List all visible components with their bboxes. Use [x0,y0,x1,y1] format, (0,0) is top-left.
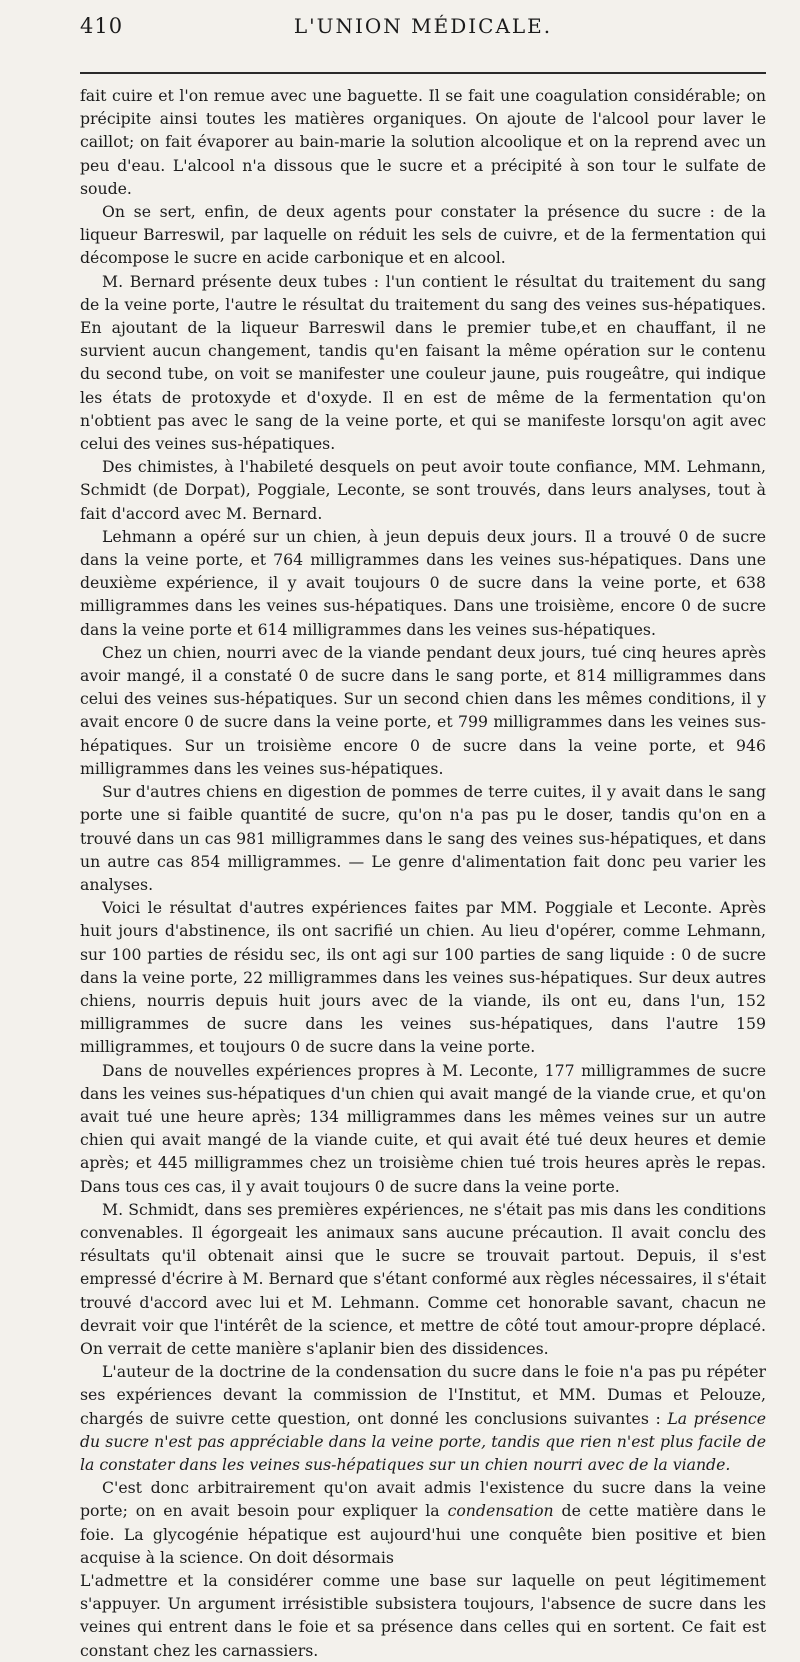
header-rule [80,72,766,74]
paragraph: Des chimistes, à l'habileté desquels on peut avoir toute confiance, MM. Lehmann, Schmidt (de Dorpat), Poggiale, Leconte, se sont trouvés, dans leurs analyses, tout à fait d'accord avec M. Bernard. [80,457,766,523]
paragraph-text: C'est donc arbitrairement qu'on avait admis l'existence du sucre dans la veine porte; on en avait besoin pour expliquer la [80,1478,766,1521]
paragraph: M. Bernard présente deux tubes : l'un contient le résultat du traitement du sang de la veine porte, l'autre le résultat du traitement du sang des veines sus-hépatiques. En ajoutant de la liqueur Barreswil dans le premier tube,et en chauffant, il ne survient aucun changement, tandis qu'en faisant la même opération sur le contenu du second tube, on voit se manifester une couleur jaune, puis rougeâtre, qui indique les états de protoxyde et d'oxyde. Il en est de même de la fermentation qu'on n'obtient pas avec le sang de la veine porte, et qui se manifeste lorsqu'on agit avec celui des veines sus-hépatiques. [80,271,766,454]
paragraph-text: L'auteur de la doctrine de la condensation du sucre dans le foie n'a pas pu répéter ses expériences devant la commission de l'Institut, et MM. Dumas et Pelouze, chargés de suivre cette question, ont donné les conclusions suivantes : [80,1362,766,1428]
paragraph-text: de cette matière dans le foie. La glycogénie hépatique est aujourd'hui une conquête bien positive et bien acquise à la science. On doit désormais [80,1501,766,1567]
paragraph-mixed [80,1476,766,1569]
running-title: L'UNION MÉDICALE. [293,14,553,38]
article-body [80,84,766,1662]
paragraph: Voici le résultat d'autres expériences faites par MM. Poggiale et Leconte. Après huit jours d'abstinence, ils ont sacrifié un chien. Au lieu d'opérer, comme Lehmann, sur 100 parties de résidu sec, ils ont agi sur 100 parties de sang liquide : 0 de sucre dans la veine porte, 22 milligrammes dans les veines sus-hépatiques. Sur deux autres chiens, nourris depuis huit jours avec de la viande, ils ont eu, dans l'un, 152 milligrammes de sucre dans les veines sus-hépatiques, dans l'autre 159 milligrammes, et toujours 0 de sucre dans la veine porte. [80,898,766,1057]
paragraph: Dans de nouvelles expériences propres à M. Leconte, 177 milligrammes de sucre dans les veines sus-hépatiques d'un chien qui avait mangé de la viande crue, et qu'on avait tué une heure après; 134 milligrammes dans les mêmes veines sur un autre chien qui avait mangé de la viande cuite, et qui avait été tué deux heures et demie après; et 445 milligrammes chez un troisième chien tué trois heures après le repas. Dans tous ces cas, il y avait toujours 0 de sucre dans la veine porte. [80,1060,766,1196]
paragraph: L'admettre et la considérer comme une base sur laquelle on peut légitimement s'appuyer. Un argument irrésistible subsistera toujours, l'absence de sucre dans les veines qui entrent dans le foie et sa présence dans celles qui en sortent. Ce fait est constant chez les carnassiers. [80,1571,766,1660]
paragraph: fait cuire et l'on remue avec une baguette. Il se fait une coagulation considérable; on précipite ainsi toutes les matières organiques. On ajoute de l'alcool pour laver le caillot; on fait évaporer au bain-marie la solution alcoolique et on la reprend avec un peu d'eau. L'alcool n'a dissous que le sucre et a précipité à son tour le sulfate de soude. [80,86,766,198]
paragraph: Lehmann a opéré sur un chien, à jeun depuis deux jours. Il a trouvé 0 de sucre dans la veine porte, et 764 milligrammes dans les veines sus-hépatiques. Dans une deuxième expérience, il y avait toujours 0 de sucre dans la veine porte, et 638 milligrammes dans les veines sus-hépatiques. Dans une troisième, encore 0 de sucre dans la veine porte et 614 milligrammes dans les veines sus-hépatiques. [80,526,766,639]
paragraph-with-quote [80,1360,766,1476]
page-header [80,14,766,44]
paragraph: On se sert, enfin, de deux agents pour constater la présence du sucre : de la liqueur Barreswil, par laquelle on réduit les sels de cuivre, et de la fermentation qui décompose le sucre en acide carbonique et en alcool. [80,202,766,268]
paragraph: Chez un chien, nourri avec de la viande pendant deux jours, tué cinq heures après avoir mangé, il a constaté 0 de sucre dans le sang porte, et 814 milligrammes dans celui des veines sus-hépatiques. Sur un second chien dans les mêmes conditions, il y avait encore 0 de sucre dans la veine porte, et 799 milligrammes dans les veines sus-hépatiques. Sur un troisième encore 0 de sucre dans la veine porte, et 946 milligrammes dans les veines sus-hépatiques. [80,642,766,778]
italic-term: condensation [447,1501,554,1521]
commission-conclusion-quote: La présence du sucre n'est pas appréciable dans la veine porte, tandis que rien n'est plus facile de la constater dans les veines sus-hépatiques sur un chien nourri avec de la viande. [80,1408,766,1474]
paragraph: M. Schmidt, dans ses premières expériences, ne s'était pas mis dans les conditions convenables. Il égorgeait les animaux sans aucune précaution. Il avait conclu des résultats qu'il obtenait ainsi que le sucre se trouvait partout. Depuis, il s'est empressé d'écrire à M. Bernard que s'étant conformé aux règles nécessaires, il s'était trouvé d'accord avec lui et M. Lehmann. Comme cet honorable savant, chacun ne devrait voir que l'intérêt de la science, et mettre de côté tout amour-propre déplacé. On verrait de cette manière s'aplanir bien des dissidences. [80,1199,766,1358]
page-number: 410 [80,14,124,38]
paragraph: Sur d'autres chiens en digestion de pommes de terre cuites, il y avait dans le sang porte une si faible quantité de sucre, qu'on n'a pas pu le doser, tandis qu'on en a trouvé dans un cas 981 milligrammes dans le sang des veines sus-hépatiques, et dans un autre cas 854 milligrammes. — Le genre d'alimentation fait donc peu varier les analyses. [80,782,766,894]
